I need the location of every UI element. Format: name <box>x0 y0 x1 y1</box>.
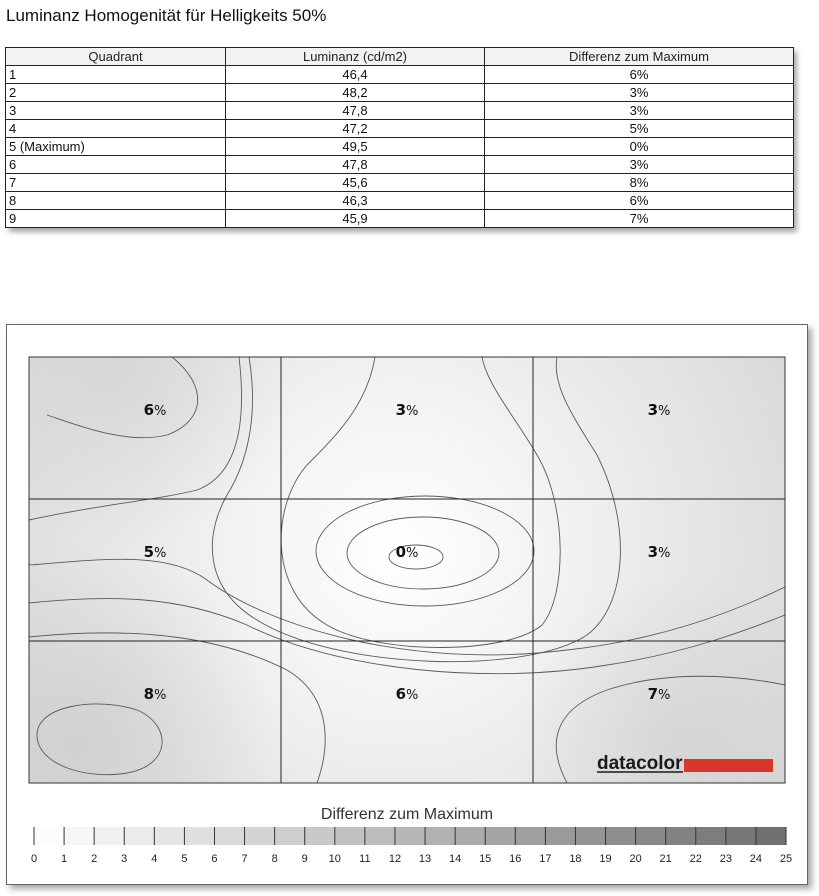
legend-swatch <box>245 827 275 845</box>
cell-quadrant: 5 (Maximum) <box>6 138 226 156</box>
cell-label: 0% <box>395 543 419 561</box>
legend-swatch <box>756 827 786 845</box>
header-quadrant: Quadrant <box>6 48 226 66</box>
cell-label: 7% <box>647 685 671 703</box>
legend-swatch <box>395 827 425 845</box>
legend-swatch <box>425 827 455 845</box>
legend-tick-label: 20 <box>629 853 642 865</box>
legend-tick-label: 23 <box>719 853 732 865</box>
legend-swatch <box>275 827 305 845</box>
luminance-table-container <box>5 47 793 228</box>
legend-tick-label: 24 <box>749 853 763 865</box>
cell-label: 3% <box>647 401 671 419</box>
cell-quadrant: 8 <box>6 192 226 210</box>
legend-tick-label: 0 <box>30 853 38 865</box>
cell-difference: 0% <box>485 138 794 156</box>
table-row <box>6 138 794 156</box>
legend-tick-label: 22 <box>689 853 702 865</box>
cell-label: 3% <box>395 401 419 419</box>
uniformity-heatmap <box>7 325 807 884</box>
legend-swatch <box>94 827 124 845</box>
legend-swatch <box>726 827 756 845</box>
cell-quadrant: 9 <box>6 210 226 228</box>
legend-swatch <box>184 827 214 845</box>
cell-quadrant: 2 <box>6 84 226 102</box>
cell-label: 6% <box>395 685 419 703</box>
legend-tick-label: 25 <box>779 853 793 865</box>
legend-tick-label: 1 <box>61 853 68 865</box>
cell-luminance: 45,6 <box>226 174 485 192</box>
legend-tick-label: 6 <box>211 853 218 865</box>
legend-scale <box>31 827 792 865</box>
legend-tick-label: 9 <box>301 853 308 865</box>
cell-luminance: 47,8 <box>226 156 485 174</box>
legend-tick-label: 7 <box>241 853 248 865</box>
cell-difference: 3% <box>485 84 794 102</box>
legend-tick-label: 15 <box>479 853 492 865</box>
table-row <box>6 120 794 138</box>
table-row <box>6 210 794 228</box>
logo-bar <box>684 759 773 772</box>
uniformity-heatmap-panel <box>6 324 808 885</box>
cell-difference: 7% <box>485 210 794 228</box>
cell-quadrant: 7 <box>6 174 226 192</box>
legend-swatch <box>335 827 365 845</box>
legend-swatch <box>124 827 154 845</box>
table-row <box>6 192 794 210</box>
page-title: Luminanz Homogenität für Helligkeits 50% <box>6 6 327 25</box>
table-row <box>6 102 794 120</box>
cell-luminance: 47,8 <box>226 102 485 120</box>
table-row <box>6 66 794 84</box>
legend-swatch <box>485 827 515 845</box>
legend-tick-label: 14 <box>448 853 462 865</box>
heatmap-shade <box>29 357 785 783</box>
table-row <box>6 174 794 192</box>
legend-swatch <box>64 827 94 845</box>
legend-tick-label: 18 <box>569 853 582 865</box>
cell-difference: 5% <box>485 120 794 138</box>
legend-swatch <box>365 827 395 845</box>
legend-swatch <box>696 827 726 845</box>
legend-swatch <box>636 827 666 845</box>
legend-swatch <box>214 827 244 845</box>
legend-title: Differenz zum Maximum <box>320 806 494 823</box>
legend-tick-label: 3 <box>121 853 128 865</box>
cell-quadrant: 3 <box>6 102 226 120</box>
cell-luminance: 45,9 <box>226 210 485 228</box>
cell-difference: 3% <box>485 102 794 120</box>
cell-luminance: 49,5 <box>226 138 485 156</box>
cell-difference: 3% <box>485 156 794 174</box>
table-row <box>6 156 794 174</box>
header-difference: Differenz zum Maximum <box>485 48 794 66</box>
legend-tick-label: 10 <box>328 853 341 865</box>
legend-tick-label: 11 <box>359 853 371 865</box>
legend-tick-label: 16 <box>509 853 522 865</box>
legend-tick-label: 2 <box>91 853 98 865</box>
legend-swatch <box>34 827 64 845</box>
cell-label: 3% <box>647 543 671 561</box>
legend-swatch <box>606 827 636 845</box>
legend-swatch <box>545 827 575 845</box>
cell-difference: 6% <box>485 192 794 210</box>
legend-tick-label: 21 <box>659 853 672 865</box>
legend-tick-label: 5 <box>181 853 188 865</box>
cell-luminance: 46,3 <box>226 192 485 210</box>
cell-quadrant: 6 <box>6 156 226 174</box>
cell-luminance: 46,4 <box>226 66 485 84</box>
logo-text: datacolor <box>597 753 683 774</box>
legend-swatch <box>515 827 545 845</box>
cell-difference: 6% <box>485 66 794 84</box>
legend-tick-label: 19 <box>599 853 612 865</box>
cell-quadrant: 1 <box>6 66 226 84</box>
table-row <box>6 84 794 102</box>
legend-swatch <box>666 827 696 845</box>
heatmap-plot-area <box>29 357 785 783</box>
legend-tick-label: 12 <box>388 853 402 865</box>
legend-tick-label: 4 <box>151 853 158 865</box>
header-luminance: Luminanz (cd/m2) <box>226 48 485 66</box>
luminance-table <box>5 47 794 228</box>
cell-label: 8% <box>143 685 167 703</box>
legend-swatch <box>455 827 485 845</box>
cell-label: 5% <box>143 543 167 561</box>
legend-swatch <box>154 827 184 845</box>
cell-luminance: 47,2 <box>226 120 485 138</box>
legend-tick-label: 13 <box>418 853 432 865</box>
legend-tick-label: 8 <box>271 853 278 865</box>
cell-luminance: 48,2 <box>226 84 485 102</box>
table-header-row <box>6 48 794 66</box>
legend-tick-label: 17 <box>539 853 552 865</box>
cell-difference: 8% <box>485 174 794 192</box>
cell-label: 6% <box>143 401 167 419</box>
legend-swatch <box>305 827 335 845</box>
legend-swatch <box>575 827 605 845</box>
cell-quadrant: 4 <box>6 120 226 138</box>
